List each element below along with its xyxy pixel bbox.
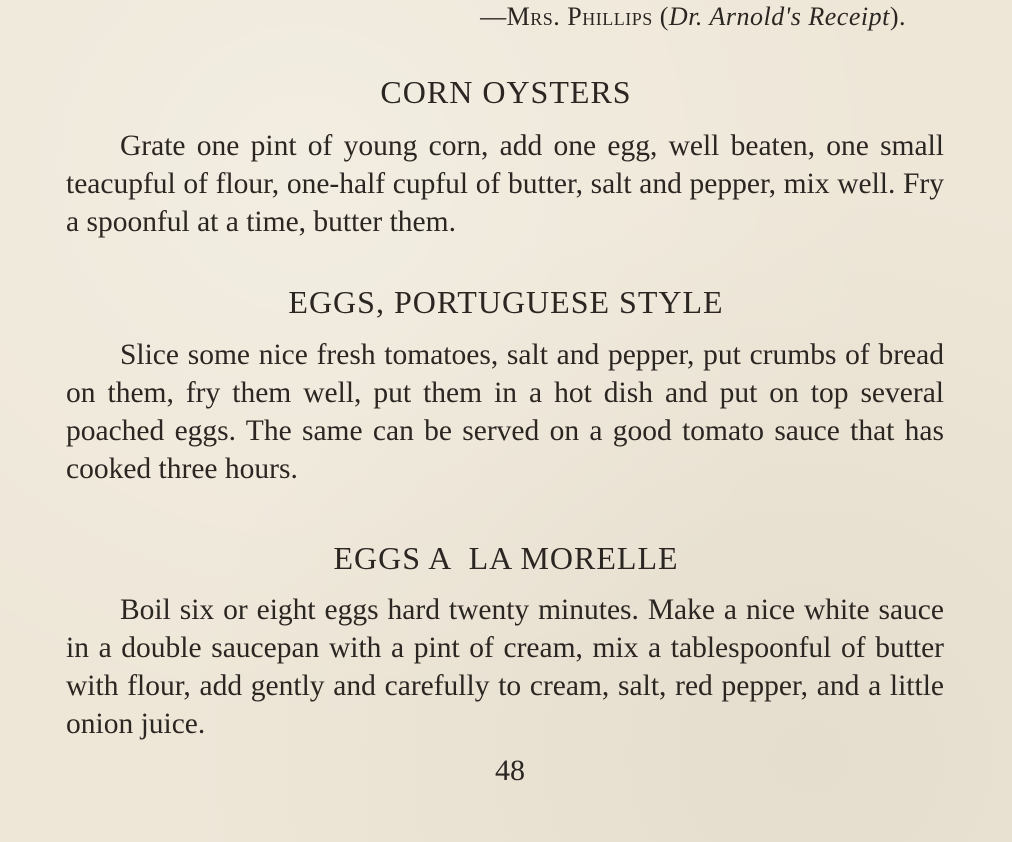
- recipe-attribution: [0, 2, 906, 32]
- recipe-title-eggs-portuguese: EGGS, PORTUGUESE STYLE: [288, 284, 724, 320]
- recipe-title-corn-oysters: CORN OYSTERS: [380, 74, 632, 110]
- recipe-text-eggs-morelle: Boil six or eight eggs hard twenty minutes. Make a nice white sauce in a double saucepan with a pint of cream, mix a tablespoonful of butter with flour, add gently and carefully to cream, salt, red pepper, and a little onion juice.: [66, 594, 944, 740]
- attribution-source: Dr. Arnold's Receipt: [668, 2, 890, 31]
- attribution-open-paren: (: [652, 2, 669, 31]
- page-number: 48: [495, 754, 525, 787]
- recipe-title-eggs-morelle: EGGS A LA MORELLE: [333, 540, 679, 576]
- recipe-text-corn-oysters: Grate one pint of young corn, add one egg, well beaten, one small teacupful of flour, one-half cupful of butter, salt and pepper, mix well. Fry a spoonful at a time, butter them.: [66, 130, 944, 238]
- attribution-author: —Mrs. Phillips: [480, 2, 653, 31]
- recipe-text-eggs-portuguese: Slice some nice fresh tomatoes, salt and pepper, put crumbs of bread on them, fry them well, put them in a hot dish and put on top several poached eggs. The same can be served on a good tomato sauce that has cooked three hours.: [66, 339, 944, 485]
- attribution-close-paren: ).: [889, 2, 906, 31]
